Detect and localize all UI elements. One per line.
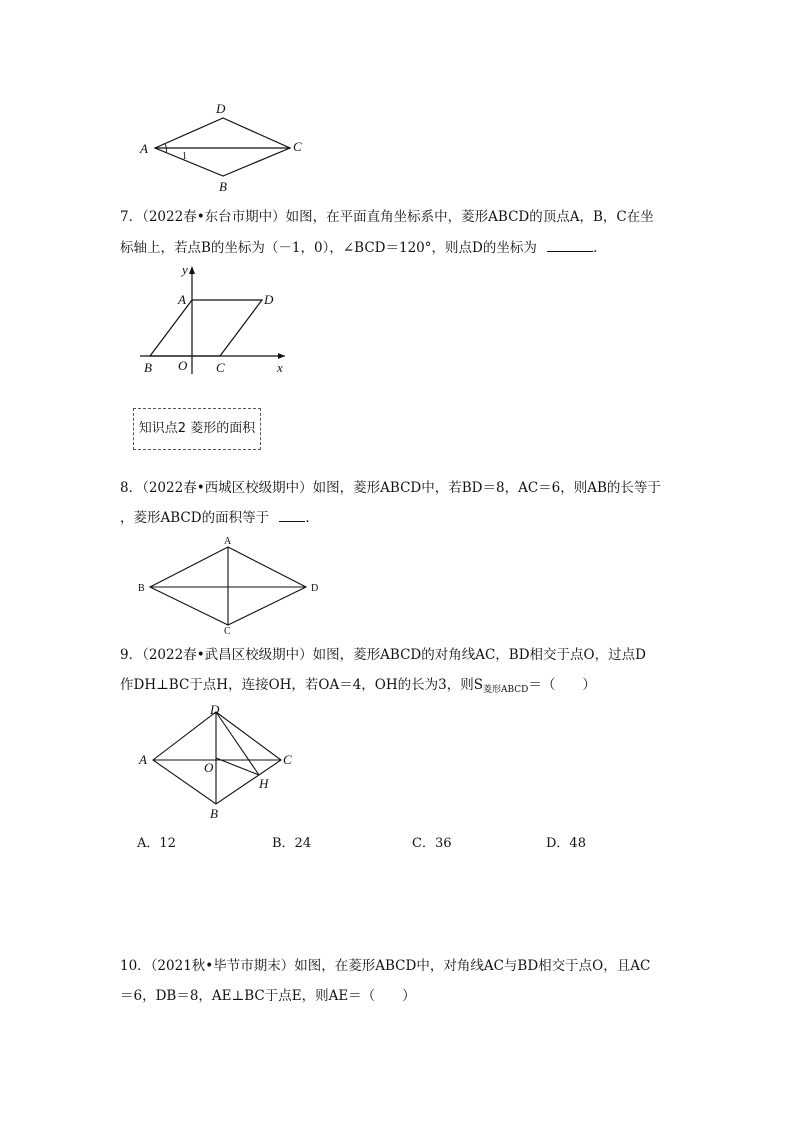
- q7-line1: 7．（2022春•东台市期中）如图，在平面直角坐标系中，菱形ABCD的顶点A，B，C在坐: [120, 209, 654, 225]
- option-D[interactable]: D．48: [546, 836, 586, 851]
- label-C: C: [293, 139, 302, 154]
- label-C: C: [283, 752, 292, 767]
- q7-line2-text: 标轴上，若点B的坐标为（－1，0），∠BCD＝120°，则点D的坐标为: [120, 240, 537, 256]
- option-A[interactable]: A．12: [137, 836, 176, 851]
- label-C: C: [224, 626, 231, 635]
- label-O: O: [204, 760, 214, 775]
- label-O: O: [178, 358, 188, 373]
- q8-line1: 8．（2022春•西城区校级期中）如图，菱形ABCD中，若BD＝8，AC＝6，则AB的长等于: [120, 480, 661, 496]
- q10-line2: ＝6，DB＝8，AE⊥BC于点E，则AE＝（ ）: [120, 988, 416, 1004]
- q8-line2: [120, 508, 319, 528]
- label-B: B: [210, 806, 218, 821]
- q8-rhombus-figure: [133, 533, 333, 635]
- label-B: B: [144, 360, 152, 375]
- q9-line2-text: 作DH⊥BC于点H，连接OH，若OA＝4，OH的长为3，则S: [120, 677, 483, 693]
- label-A: A: [140, 141, 148, 156]
- label-A: A: [224, 536, 232, 547]
- q7-line2-end: ．: [593, 240, 607, 256]
- label-D: D: [311, 583, 319, 594]
- label-D: D: [210, 702, 220, 717]
- label-A: A: [139, 752, 147, 767]
- angle-label-1: 1: [182, 151, 187, 162]
- knowledge-point-box: 知识点2 菱形的面积: [133, 408, 261, 450]
- answer-blank: [279, 509, 305, 522]
- q10-line1: 10．（2021秋•毕节市期末）如图，在菱形ABCD中，对角线AC与BD相交于点O，且AC: [120, 958, 651, 974]
- label-B: B: [138, 583, 145, 594]
- option-C[interactable]: C．36: [412, 836, 452, 851]
- q8-line2-text: ，菱形ABCD的面积等于: [120, 510, 270, 526]
- label-D: D: [216, 101, 226, 116]
- q9-rhombus-figure: [135, 700, 305, 822]
- q6-figure: [135, 98, 310, 198]
- q9-line2: [120, 675, 596, 700]
- option-B[interactable]: B．24: [272, 836, 312, 851]
- label-A: A: [178, 292, 186, 307]
- q9-subscript: 菱形ABCD: [483, 685, 529, 695]
- axis-y-label: y: [182, 262, 188, 277]
- q8-line2-end: ．: [305, 510, 319, 526]
- label-C: C: [216, 360, 225, 375]
- label-H: H: [259, 776, 269, 791]
- q9-line2-end: ＝（ ）: [528, 677, 596, 693]
- q9-line1: 9．（2022春•武昌区校级期中）如图，菱形ABCD的对角线AC，BD相交于点O，过点D: [120, 647, 646, 663]
- answer-blank: [547, 239, 593, 252]
- label-B: B: [219, 179, 227, 194]
- q7-coordinate-figure: [135, 262, 295, 380]
- label-D: D: [264, 292, 274, 307]
- q7-line2: [120, 238, 607, 258]
- axis-x-label: x: [277, 360, 283, 375]
